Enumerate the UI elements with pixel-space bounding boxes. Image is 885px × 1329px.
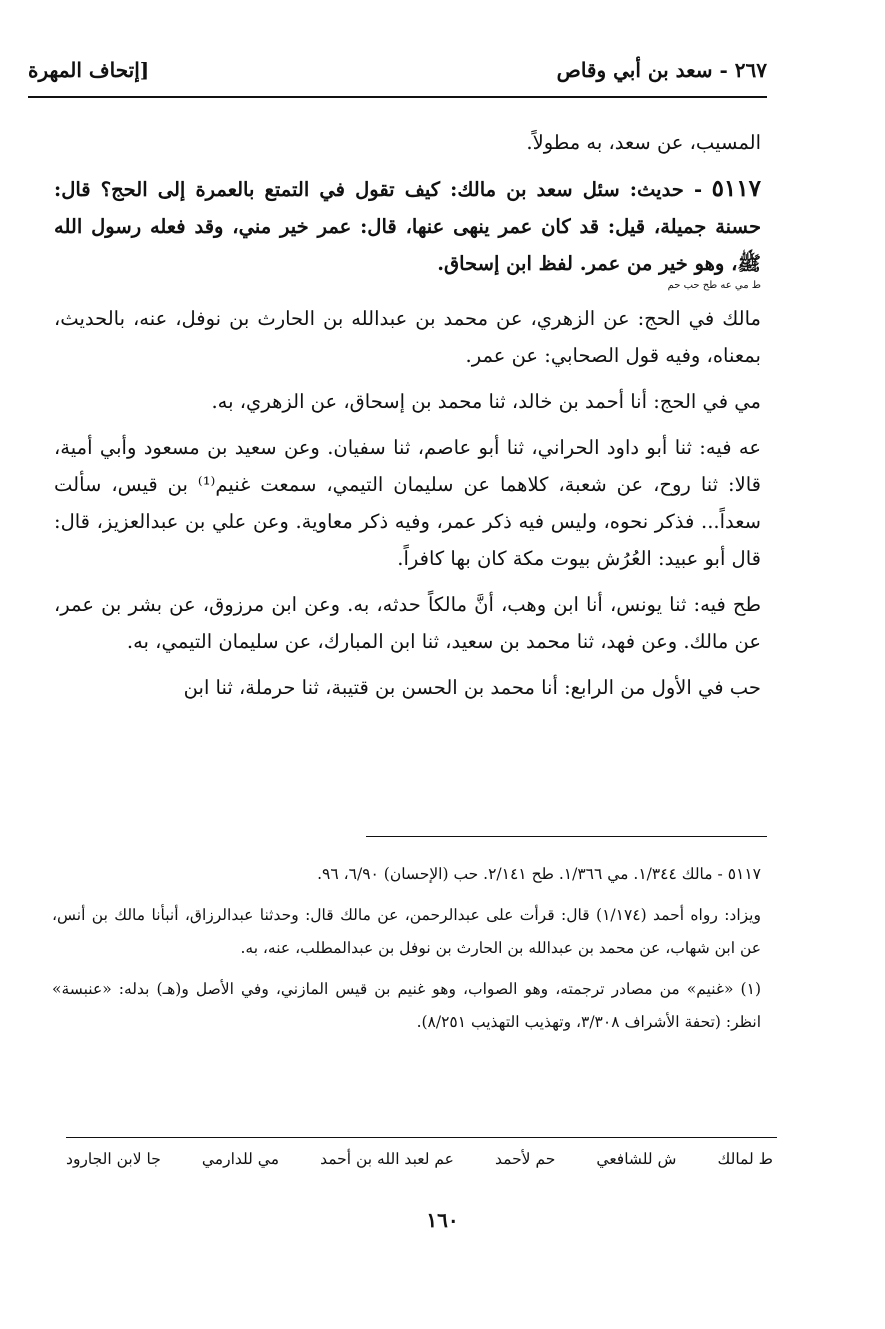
paragraph: حب في الأول من الرابع: أنا محمد بن الحسن بن قتيبة، ثنا حرملة، ثنا ابن: [183, 676, 761, 699]
main-text: [54, 124, 761, 715]
paragraph: طح فيه: ثنا يونس، أنا ابن وهب، أنَّ مالكاً حدثه، به. وعن ابن مرزوق، عن بشر بن عمر، عن مالك. وعن فهد، ثنا محمد بن سعيد، ثنا ابن المبارك، عن سليمان التيمي، به.: [54, 593, 761, 653]
page-number: ١٦٠: [426, 1208, 459, 1232]
hadith-number: ٥١١٧: [711, 175, 761, 202]
paragraph: المسيب، عن سعد، به مطولاً.: [526, 131, 761, 154]
source-sigla: ط مي عه طح حب حم: [667, 280, 761, 291]
header-book-title: [إتحاف المهرة: [28, 58, 150, 82]
running-header: [28, 50, 767, 90]
paragraph: [54, 281, 761, 291]
abbreviation: مي للدارمي: [201, 1150, 280, 1168]
header-rule: [28, 96, 767, 98]
abbreviation: ط لمالك: [717, 1150, 773, 1168]
footnotes: [52, 858, 761, 1047]
abbreviation: جا لابن الجارود: [66, 1150, 161, 1168]
abbreviation: ش للشافعي: [596, 1150, 677, 1168]
footnote-separator: [366, 836, 767, 837]
abbreviation: عم لعبد الله بن أحمد: [320, 1150, 454, 1168]
abbreviations-rule: [66, 1137, 777, 1138]
footnote-1: (١) «غنيم» من مصادر ترجمته، وهو الصواب، وهو غنيم بن قيس المازني، وفي الأصل و(هـ) بدله: «عنبسة» انظر: (تحفة الأشراف ٣/٣٠٨، وتهذيب التهذيب ٨/٢٥١).: [52, 980, 761, 1031]
paragraph: مالك في الحج: عن الزهري، عن محمد بن عبدالله بن الحارث بن نوفل، عنه، بالحديث، بمعناه، وفيه قول الصحابي: عن عمر.: [54, 307, 761, 367]
abbreviations-key: [66, 1150, 773, 1168]
paragraph: مي في الحج: أنا أحمد بن خالد، ثنا محمد بن إسحاق، عن الزهري، به.: [211, 390, 761, 413]
hadith-text: - حديث: سئل سعد بن مالك: كيف تقول في التمتع بالعمرة إلى الحج؟ قال: حسنة جميلة، قيل: قد كان عمر ينهى عنها، قال: عمر خير مني، وقد فعله رسول الله ﷺ، وهو خير من عمر. لفظ ابن إسحاق.: [54, 178, 761, 275]
abbreviation: حم لأحمد: [495, 1150, 556, 1168]
hadith-paragraph: [54, 170, 761, 282]
footnote-additional: ويزاد: رواه أحمد (١/١٧٤) قال: قرأت على عبدالرحمن، عن مالك قال: وحدثنا عبدالرزاق، أنبأنا مالك بن أنس، عن ابن شهاب، عن محمد بن عبدالله بن الحارث بن نوفل بن عبدالمطلب، عنه، به.: [52, 906, 761, 957]
paragraph: عه فيه: ثنا أبو داود الحراني، ثنا أبو عاصم، ثنا سفيان. وعن سعيد بن مسعود وأبي أمية، قالا: ثنا روح، عن شعبة، كلاهما عن سليمان التيمي، سمعت غنيم⁽¹⁾ بن قيس، سألت سعداً... فذكر نحوه، وليس فيه ذكر عمر، وفيه ذكر معاوية. وعن علي بن عبدالعزيز، قال: قال أبو عبيد: العُرُش بيوت مكة كان بها كافراً.: [54, 436, 761, 570]
header-chapter-title: ٢٦٧ - سعد بن أبي وقاص: [556, 58, 767, 82]
footnote-sources: ٥١١٧ - مالك ١/٣٤٤. مي ١/٣٦٦. طح ٢/١٤١. حب (الإحسان) ٦/٩٠، ٩٦.: [317, 865, 761, 883]
